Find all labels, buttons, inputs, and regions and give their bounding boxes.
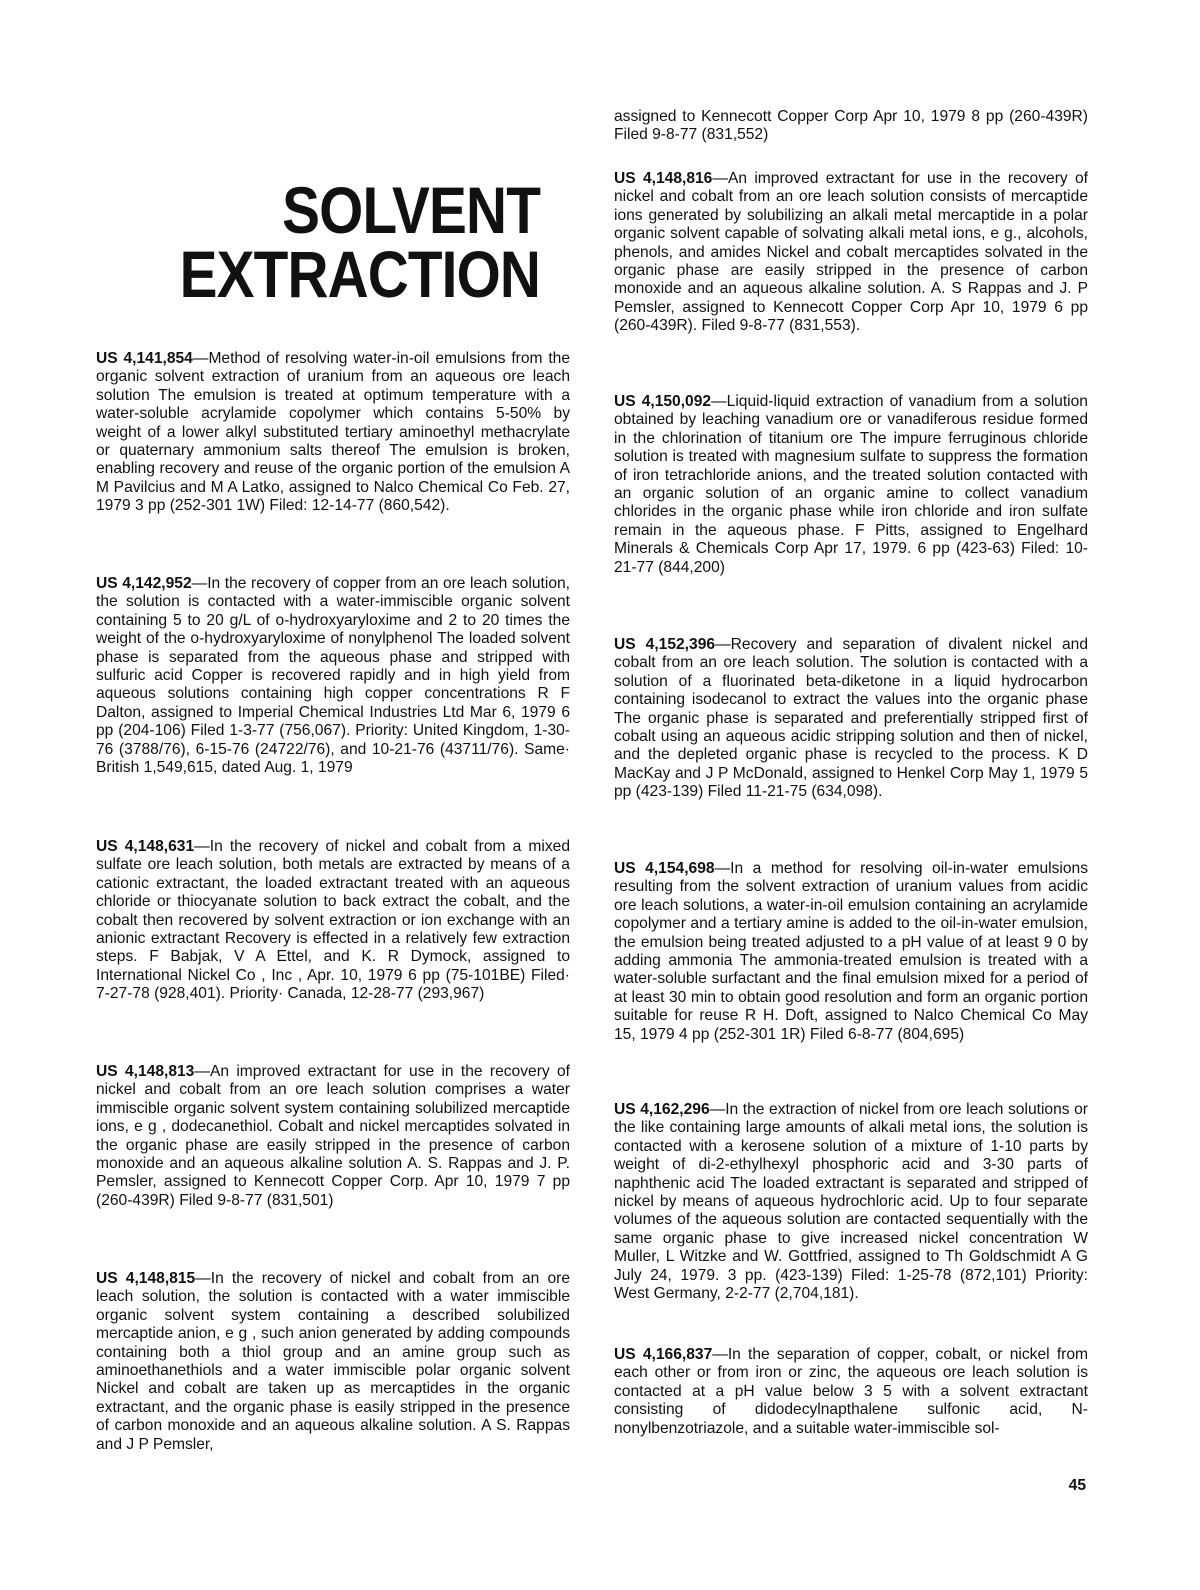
patent-number: US 4,154,698 (614, 860, 715, 877)
title-line-2: EXTRACTION (179, 237, 540, 311)
abstract-text: assigned to Kennecott Copper Corp Apr 10, 1979 8 pp (260-439R) Filed 9-8-77 (831,552) (614, 108, 1088, 144)
abstract-entry (96, 838, 570, 1004)
abstract-text: —In the recovery of copper from an ore leach solution, the solution is contacted with a water-immiscible organic solvent containing 5 to 20 g/L of o-hydroxyaryloxime and 2 to 20 times the weight of the o-hydroxyaryloxime of nonylphenol The loaded solvent phase is separated from the aqueous phase and stripped with sulfuric acid Copper is recovered rapidly and in high yield from aqueous solutions containing high copper concentrations R F Dalton, assigned to Imperial Chemical Industries Ltd Mar 6, 1979 6 pp (204-106) Filed 1-3-77 (756,067). Priority: United Kingdom, 1-30-76 (3788/76), 6-15-76 (24722/76), and 10-21-76 (43711/76). Same· British 1,549,615, dated Aug. 1, 1979 (96, 575, 570, 777)
abstract-entry (614, 1101, 1088, 1303)
patent-number: US 4,152,396 (614, 636, 716, 653)
abstract-text: —Method of resolving water-in-oil emulsions from the organic solvent extraction of uranium from an aqueous ore leach solution The emulsion is treated at optimum temperature with a water-soluble acrylamide copolymer which contains 5-50% by weight of a lower alkyl substituted tertiary aminoethyl methacrylate or quaternary ammonium salts thereof The emulsion is broken, enabling recovery and reuse of the organic portion of the emulsion A M Pavilcius and M A Latko, assigned to Nalco Chemical Co Feb. 27, 1979 3 pp (252-301 1W) Filed: 12-14-77 (860,542). (96, 350, 570, 515)
page-title (96, 173, 540, 311)
abstract-text: —Recovery and separation of divalent nickel and cobalt from an ore leach solution. The solution is contacted with a solution of a fluorinated beta-diketone in a liquid hydrocarbon containing isodecanol to extract the values into the organic phase The organic phase is separated and preferentially stripped first of cobalt using an aqueous acidic stripping solution and then of nickel, and the depleted organic phase is recycled to the process. K D MacKay and J P McDonald, assigned to Henkel Corp May 1, 1979 5 pp (423-139) Filed 11-21-75 (634,098). (614, 636, 1088, 801)
abstract-text: —An improved extractant for use in the recovery of nickel and cobalt from an ore leach solution comprises a water immiscible organic solvent system containing solubilized mercaptide ions, e g , dodecanethiol. Cobalt and nickel mercaptides solvated in the organic phase are easily stripped in the presence of carbon monoxide and an aqueous alkaline solution A. S. Rappas and J. P. Pemsler, assigned to Kennecott Copper Corp. Apr 10, 1979 7 pp (260-439R) Filed 9-8-77 (831,501) (96, 1063, 570, 1209)
abstract-entry (614, 393, 1088, 577)
abstract-entry (614, 860, 1088, 1044)
abstract-entry (614, 170, 1088, 336)
abstract-entry (96, 1063, 570, 1210)
abstract-text: —In the recovery of nickel and cobalt from an ore leach solution, the solution is contacted with a water immiscible organic solvent system containing a described solubilized mercaptide anion, e g , such anion generated by adding compounds containing both a thiol group and an amine group such as aminoethanethiols and a water immiscible polar organic solvent Nickel and cobalt are taken up as mercaptides in the organic extractant, and the organic phase is easily stripped in the presence of carbon monoxide and an aqueous alkaline solution. A S. Rappas and J P Pemsler, (96, 1270, 570, 1453)
abstract-text: —In a method for resolving oil-in-water emulsions resulting from the solvent extraction of uranium values from acidic ore leach solutions, a water-in-oil emulsion containing an acrylamide copolymer and a tertiary amine is added to the oil-in-water emulsion, the emulsion being treated adjusted to a pH value of at least 9 0 by adding ammonia The ammonia-treated emulsion is treated with a water-soluble surfactant and the final emulsion mixed for a period of at least 30 min to obtain good resolution and form an organic portion suitable for reuse R H. Doft, assigned to Nalco Chemical Co May 15, 1979 4 pp (252-301 1R) Filed 6-8-77 (804,695) (614, 860, 1088, 1043)
title-line-1: SOLVENT (282, 173, 540, 247)
abstract-text: —In the extraction of nickel from ore leach solutions or the like containing large amounts of alkali metal ions, the solution is contacted with a kerosene solution of a mixture of 1-10 parts by weight of di-2-ethylhexyl phosphoric acid and 3-30 parts of naphthenic acid The loaded extractant is separated and stripped of nickel by means of aqueous hydrochloric acid. Up to four separate volumes of the aqueous solution are contacted sequentially with the same organic phase to give increased nickel concentration W Muller, L Witzke and W. Gottfried, assigned to Th Goldschmidt A G July 24, 1979. 3 pp. (423-139) Filed: 1-25-78 (872,101) Priority: West Germany, 2-2-77 (2,704,181). (614, 1101, 1088, 1303)
page-number: 45 (1068, 1477, 1086, 1494)
abstract-entry (96, 575, 570, 777)
patent-number: US 4,148,815 (96, 1270, 196, 1287)
patent-number: US 4,148,816 (614, 170, 713, 187)
patent-number: US 4,150,092 (614, 393, 712, 410)
patent-number: US 4,141,854 (96, 350, 193, 367)
patent-number: US 4,166,837 (614, 1346, 713, 1363)
patent-number: US 4,142,952 (96, 575, 192, 592)
abstract-text: —In the separation of copper, cobalt, or nickel from each other or from iron or zinc, the aqueous ore leach solution is contacted at a pH value below 3 5 with a solvent extractant consisting of didodecylnapthalene sulfonic acid, N-nonylbenzotriazole, and a suitable water-immiscible sol- (614, 1346, 1088, 1437)
abstract-text: —In the recovery of nickel and cobalt from a mixed sulfate ore leach solution, both metals are extracted by means of a cationic extractant, the loaded extractant treated with an aqueous chloride or thiocyanate solution to back extract the cobalt, and the cobalt then recovered by solvent extraction or ion exchange with an anionic extractant Recovery is effected in a relatively few extraction steps. F Babjak, V A Ettel, and K. R Dymock, assigned to International Nickel Co , Inc , Apr. 10, 1979 6 pp (75-101BE) Filed· 7-27-78 (928,401). Priority· Canada, 12-28-77 (293,967) (96, 838, 570, 1003)
abstract-text: —Liquid-liquid extraction of vanadium from a solution obtained by leaching vanadium ore or vanadiferous residue formed in the chlorination of titanium ore The impure ferruginous chloride solution is treated with magnesium sulfate to suppress the formation of iron tetrachloride anions, and the treated solution contacted with an organic solution of an organic amine to collect vanadium chlorides in the organic phase while iron chloride and iron sulfate remain in the aqueous phase. F Pitts, assigned to Engelhard Minerals & Chemicals Corp Apr 17, 1979. 6 pp (423-63) Filed: 10-21-77 (844,200) (614, 393, 1088, 576)
abstract-entry (96, 350, 570, 516)
patent-number: US 4,148,631 (96, 838, 195, 855)
abstract-entry-continued (614, 108, 1088, 145)
abstract-entry (96, 1270, 570, 1454)
abstract-entry (614, 1346, 1088, 1438)
abstract-entry (614, 636, 1088, 802)
patent-number: US 4,162,296 (614, 1101, 710, 1118)
abstract-text: —An improved extractant for use in the recovery of nickel and cobalt from an ore leach solution consists of mercaptide ions generated by solubilizing an alkali metal mercaptide in a polar organic solvent capable of solvating alkali metal ions, e g., alcohols, phenols, and amides Nickel and cobalt mercaptides solvated in the organic phase are easily stripped in the presence of carbon monoxide and an aqueous alkaline solution. A. S Rappas and J. P Pemsler, assigned to Kennecott Copper Corp Apr 10, 1979 6 pp (260-439R). Filed 9-8-77 (831,553). (614, 170, 1088, 335)
patent-number: US 4,148,813 (96, 1063, 195, 1080)
